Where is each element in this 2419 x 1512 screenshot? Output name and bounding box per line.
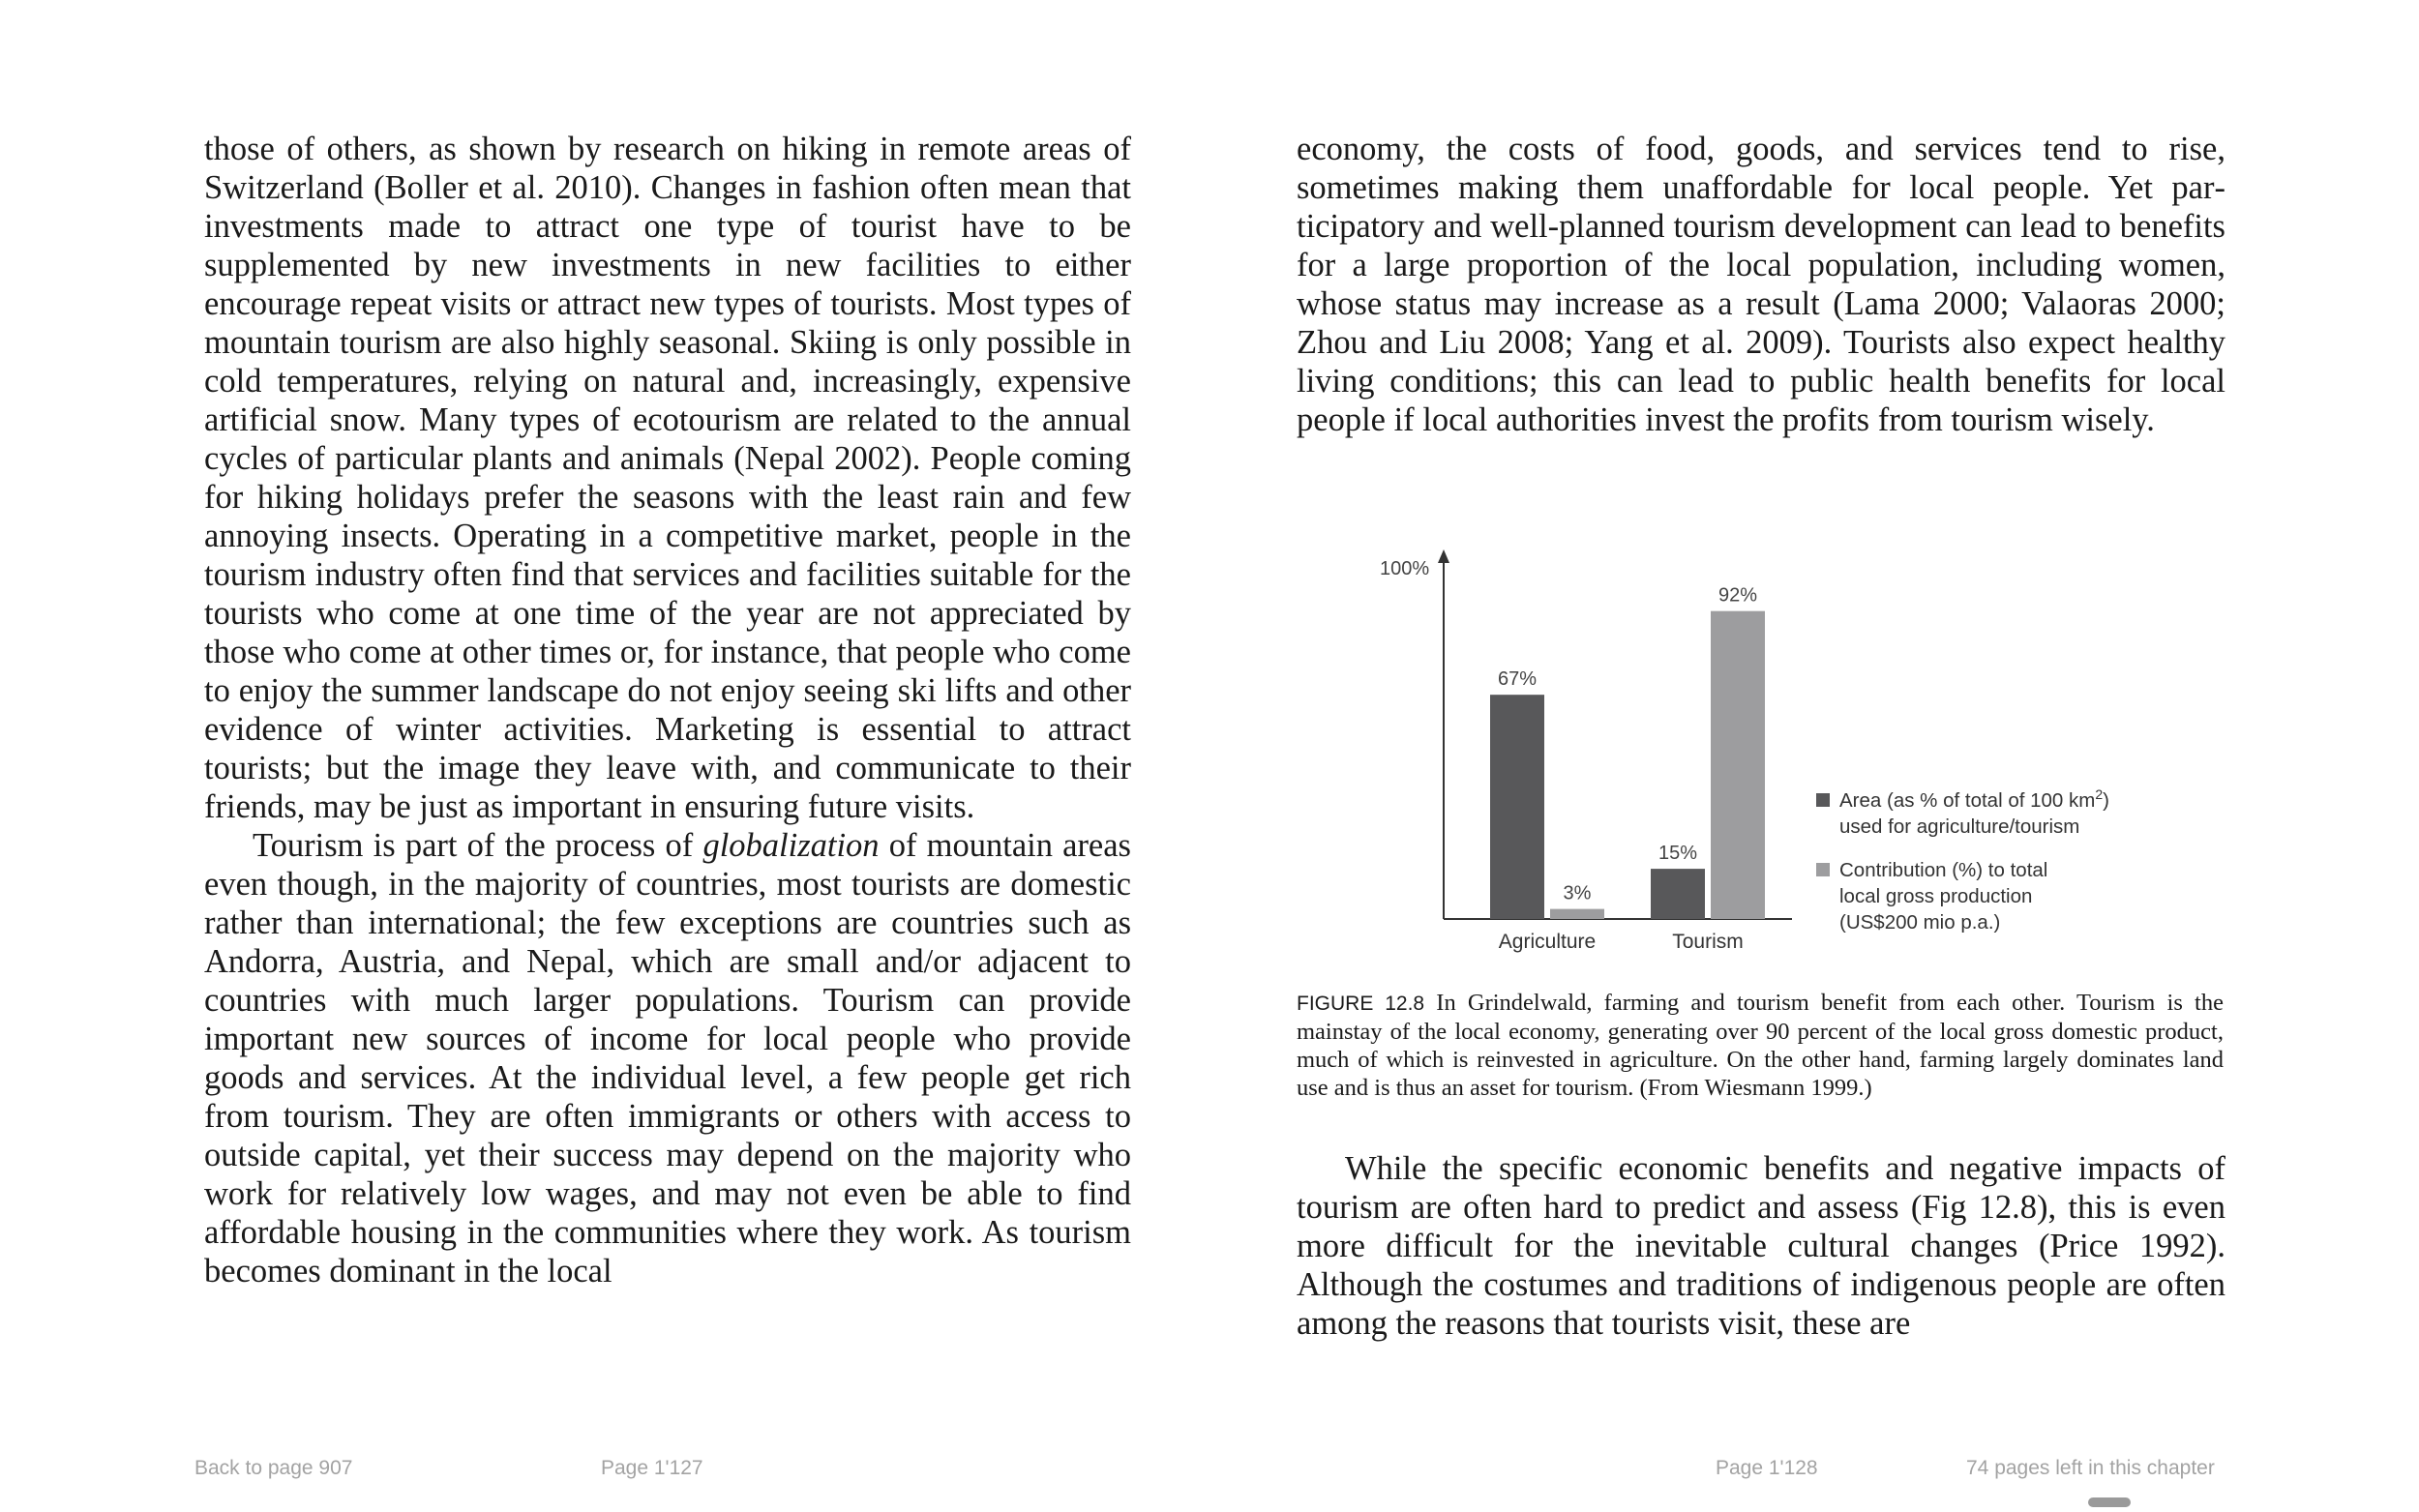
left-paragraph-1: those of others, as shown by research on hiking in remote areas of Switzerland (Boller et al. 2010). Changes in fashion often mean that investments made to attract one type of tourist have to be supplemented by new investments in new facilities to either encourage repeat visits or attract new types of tourists. Most types of mountain tourism are also highly seasonal. Skiing is only possible in cold temperatures, relying on natural and, increasingly, expensive artificial snow. Many types of ecotourism are related to the annual cycles of particular plants and animals (Nepal 2002). People coming for hiking holidays prefer the seasons with the least rain and few annoying insects. Operating in a competitive market, people in the tourism industry often find that services and facilities suitable for the tourists who come at one time of the year are not appreciated by those who come at other times or, for instance, that people who come to enjoy the summer landscape do not enjoy seeing ski lifts and other evidence of winter activities. Marketing is essential to attract tourists; but the image they leave with, and communicate to their friends, may be just as important in ensuring future visits. xyxy=(204,131,1131,825)
right-paragraph-1: economy, the costs of food, goods, and services tend to rise, sometimes making them unaffordable for local people. Yet participatory and well-planned tourism development can lead to benefits for a large proportion of the local population, including women, whose status may increase as a result (Lama 2000; Valaoras 2000; Zhou and Liu 2008; Yang et al. 2009). Tourists also expect healthy living conditions; this can lead to public health benefits for local people if local authorities invest the profits from tourism wisely. xyxy=(1297,131,2225,438)
y-axis-label: 100% xyxy=(1380,558,1430,579)
right-page-text-continued xyxy=(1297,1149,2225,1343)
legend-swatch-2 xyxy=(1816,863,1830,876)
left-paragraph-2-italic: globalization xyxy=(702,827,880,864)
x-tick-label-tourism: Tourism xyxy=(1672,931,1744,953)
right-page-number: Page 1'128 xyxy=(1716,1457,1818,1479)
figure-caption-text: In Grindelwald, farming and tourism benefit from each other. Tourism is the mainstay of the local economy, generating over 90 percent of the local gross domestic product, much of which is reinvested in agriculture. On the other hand, farming largely dominates land use and is thus an asset for tourism. (From Wiesmann 1999.) xyxy=(1297,990,2224,1101)
x-tick-label-agriculture: Agriculture xyxy=(1498,931,1597,953)
bar-agriculture-series-2 xyxy=(1550,909,1604,919)
pages-left-indicator: 74 pages left in this chapter xyxy=(1966,1457,2215,1479)
right-paragraph-2: While the specific economic benefits and negative impacts of tourism are often hard to predict and assess (Fig 12.8), this is even more difficult for the inevitable cultural changes (Price 1992). Although the costumes and traditions of indigenous people are often among the reasons that tourists visit, these are xyxy=(1297,1150,2225,1342)
legend-swatch-1 xyxy=(1816,793,1830,807)
legend-line-end: ) xyxy=(2103,789,2109,812)
legend-entry-1-line-1: Area (as % of total of 100 $km^2$) xyxy=(1839,786,2109,812)
data-label-agriculture-series-2: 3% xyxy=(1563,882,1592,904)
bar-tourism-series-2 xyxy=(1711,611,1765,919)
figure-caption-label: FIGURE 12.8 xyxy=(1297,993,1425,1015)
y-axis-arrow xyxy=(1438,549,1449,563)
legend-entry-2-line-3: (US$200 mio p.a.) xyxy=(1839,911,2001,934)
left-paragraph-2 xyxy=(204,826,1131,1290)
left-page-number: Page 1'127 xyxy=(601,1457,703,1479)
data-label-tourism-series-2: 92% xyxy=(1717,584,1758,607)
bar-agriculture-series-1 xyxy=(1490,695,1544,919)
right-page-text xyxy=(1297,130,2225,439)
figure-caption xyxy=(1297,989,2224,1102)
legend-entry-1-line-2: used for agriculture/tourism xyxy=(1839,815,2080,838)
data-label-agriculture-series-1: 67% xyxy=(1497,668,1538,691)
bar-tourism-series-1 xyxy=(1651,869,1705,919)
data-label-tourism-series-1: 15% xyxy=(1657,843,1698,865)
back-to-page-link[interactable]: Back to page 907 xyxy=(194,1457,353,1479)
legend-entry-2-line-2: local gross production xyxy=(1839,885,2033,907)
bar-chart xyxy=(1297,542,2225,987)
scroll-indicator[interactable] xyxy=(2088,1497,2131,1507)
figure-12-8 xyxy=(1297,542,2225,987)
left-paragraph-2-start: Tourism is part of the process of xyxy=(253,827,703,864)
left-paragraph-2-end: of mountain areas even though, in the majority of countries, most tourists are domestic rather than international; the few exceptions are countries such as Andorra, Austria, and Nepal, which are small and/or adjacent to countries with much larger populations. Tourism can provide important new sources of income for local people who provide goods and services. At the individual level, a few people get rich from tourism. They are often immigrants or others with access to outside capital, yet their success may depend on the majority who work for relatively low wages, and may not even be able to find affordable housing in the communities where they work. As tourism becomes dominant in the local xyxy=(204,827,1131,1290)
legend-entry-2-line-1: Contribution (%) to total xyxy=(1839,859,2048,881)
left-page-text xyxy=(204,130,1131,1290)
legend-superscript: 2 xyxy=(2095,786,2104,802)
